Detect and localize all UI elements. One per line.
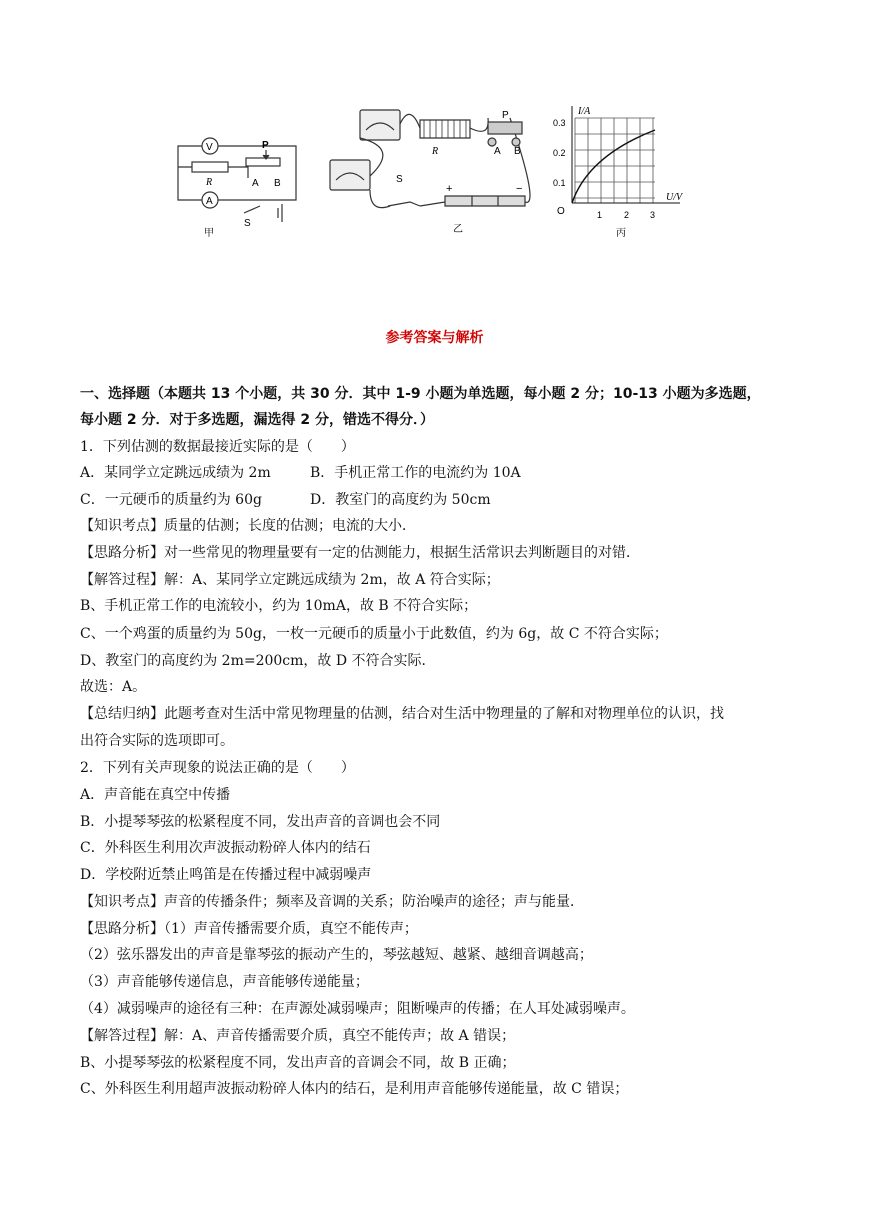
- q2-solution-b: B、小提琴琴弦的松紧程度不同，发出声音的音调会不同，故 B 正确；: [80, 1055, 516, 1071]
- q1-option-b: B．手机正常工作的电流约为 10A: [310, 465, 521, 481]
- graph-ytick: 0.1: [553, 178, 566, 188]
- q2-solution: [80, 1027, 515, 1045]
- q2-option-b: B．小提琴琴弦的松紧程度不同，发出声音的音调也会不同: [80, 814, 441, 830]
- graph-ytick: 0.2: [553, 148, 566, 158]
- analysis-tag: 【思路分析】: [80, 921, 164, 937]
- section-heading: 一、选择题（本题共 13 个小题，共 30 分．其中 1-9 小题为单选题，每小题 2 分；10-13 小题为多选题，: [80, 386, 761, 402]
- q2-option-a: A．声音能在真空中传播: [80, 787, 231, 803]
- page-title: 参考答案与解析: [385, 330, 484, 346]
- q2-knowledge: [80, 893, 584, 911]
- caption-jia: 甲: [204, 228, 214, 238]
- summary-tag: 【总结归纳】: [80, 706, 164, 722]
- rheostat-yi: [488, 122, 522, 146]
- battery-minus: −: [516, 183, 523, 195]
- graph-xtick: 2: [624, 210, 630, 220]
- q2-analysis-3: （3）声音能够传递信息，声音能够传递能量；: [80, 974, 369, 990]
- q1-option-c: C．一元硬币的质量约为 60g: [80, 492, 262, 508]
- terminal-a-label: A: [252, 178, 259, 189]
- summary-text: 此题考查对生活中常见物理量的估测，结合对生活中物理量的了解和对物理单位的认识，找: [164, 706, 724, 722]
- q2-stem: 2．下列有关声现象的说法正确的是（ ）: [80, 760, 355, 776]
- q2-analysis-4: （4）减弱噪声的途径有三种：在声源处减弱噪声；阻断噪声的传播；在人耳处减弱噪声。: [80, 1001, 635, 1017]
- graph-bing: [572, 106, 680, 203]
- q1-options-row1: [80, 464, 521, 482]
- circuit-figure: [170, 98, 700, 238]
- q2-analysis-2: （2）弦乐器发出的声音是靠琴弦的振动产生的，琴弦越短、越紧、越细音调越高；: [80, 947, 593, 963]
- q1-solution-d: D、教室门的高度约为 2m=200cm，故 D 不符合实际．: [80, 653, 436, 669]
- knowledge-tag: 【知识考点】: [80, 894, 164, 910]
- q1-solution: [80, 571, 500, 589]
- q1-analysis: [80, 544, 640, 562]
- q1-solution-c: C、一个鸡蛋的质量约为 50g，一枚一元硬币的质量小于此数值，约为 6g，故 C 不符合实际；: [80, 626, 668, 642]
- graph-xtick: 3: [650, 210, 656, 220]
- solution-tag: 【解答过程】: [80, 572, 164, 588]
- resistor-label-yi: R: [432, 146, 439, 157]
- battery-plus: +: [446, 183, 453, 195]
- slider-label: P: [262, 140, 269, 151]
- analysis-text: 对一些常见的物理量要有一定的估测能力，根据生活常识去判断题目的对错．: [164, 545, 640, 561]
- switch-label: S: [244, 218, 251, 229]
- solution-tag: 【解答过程】: [80, 1028, 164, 1044]
- slider-label-yi: P: [502, 110, 509, 121]
- q1-option-d: D．教室门的高度约为 50cm: [310, 492, 491, 508]
- caption-yi: 乙: [453, 224, 463, 235]
- terminal-b-label: B: [274, 178, 281, 189]
- knowledge-text: 声音的传播条件；频率及音调的关系；防治噪声的途径；声与能量．: [164, 894, 584, 910]
- q1-stem: 1．下列估测的数据最接近实际的是（ ）: [80, 439, 355, 455]
- terminal-a-yi: A: [494, 146, 501, 157]
- voltmeter-label: V: [206, 142, 213, 153]
- ammeter-label: A: [206, 196, 213, 207]
- knowledge-tag: 【知识考点】: [80, 518, 164, 534]
- q1-summary: [80, 705, 724, 723]
- q1-option-a: A．某同学立定跳远成绩为 2m: [80, 465, 271, 481]
- graph-xlabel: U/V: [666, 192, 683, 203]
- q1-answer: 故选：A。: [80, 679, 147, 695]
- graph-xtick: 1: [597, 210, 603, 220]
- q2-solution-c: C、外科医生利用超声波振动粉碎人体内的结石，是利用声音能够传递能量，故 C 错误；: [80, 1081, 629, 1097]
- solution-text: 解：A、某同学立定跳远成绩为 2m，故 A 符合实际；: [164, 572, 500, 588]
- q1-summary-cont: 出符合实际的选项即可。: [80, 733, 234, 749]
- switch-label-yi: S: [396, 174, 403, 185]
- terminal-b-yi: B: [514, 146, 521, 157]
- q2-option-d: D．学校附近禁止鸣笛是在传播过程中减弱噪声: [80, 867, 372, 883]
- q2-analysis: [80, 920, 418, 938]
- graph-origin: O: [557, 206, 565, 217]
- q1-solution-b: B、手机正常工作的电流较小，约为 10mA，故 B 不符合实际；: [80, 598, 478, 614]
- q1-options-row2: [80, 491, 491, 509]
- resistor-label: R: [206, 177, 213, 188]
- section-heading-cont: 每小题 2 分．对于多选题，漏选得 2 分，错选不得分．）: [80, 412, 434, 428]
- knowledge-text: 质量的估测；长度的估测；电流的大小．: [164, 518, 416, 534]
- q1-knowledge: [80, 517, 416, 535]
- analysis-tag: 【思路分析】: [80, 545, 164, 561]
- graph-ylabel: I/A: [578, 106, 591, 117]
- solution-text: 解：A、声音传播需要介质，真空不能传声；故 A 错误；: [164, 1028, 516, 1044]
- graph-ytick: 0.3: [553, 118, 566, 128]
- caption-bing: 丙: [616, 228, 626, 238]
- q2-option-c: C．外科医生利用次声波振动粉碎人体内的结石: [80, 840, 371, 856]
- analysis-text: （1）声音传播需要介质，真空不能传声；: [164, 921, 418, 937]
